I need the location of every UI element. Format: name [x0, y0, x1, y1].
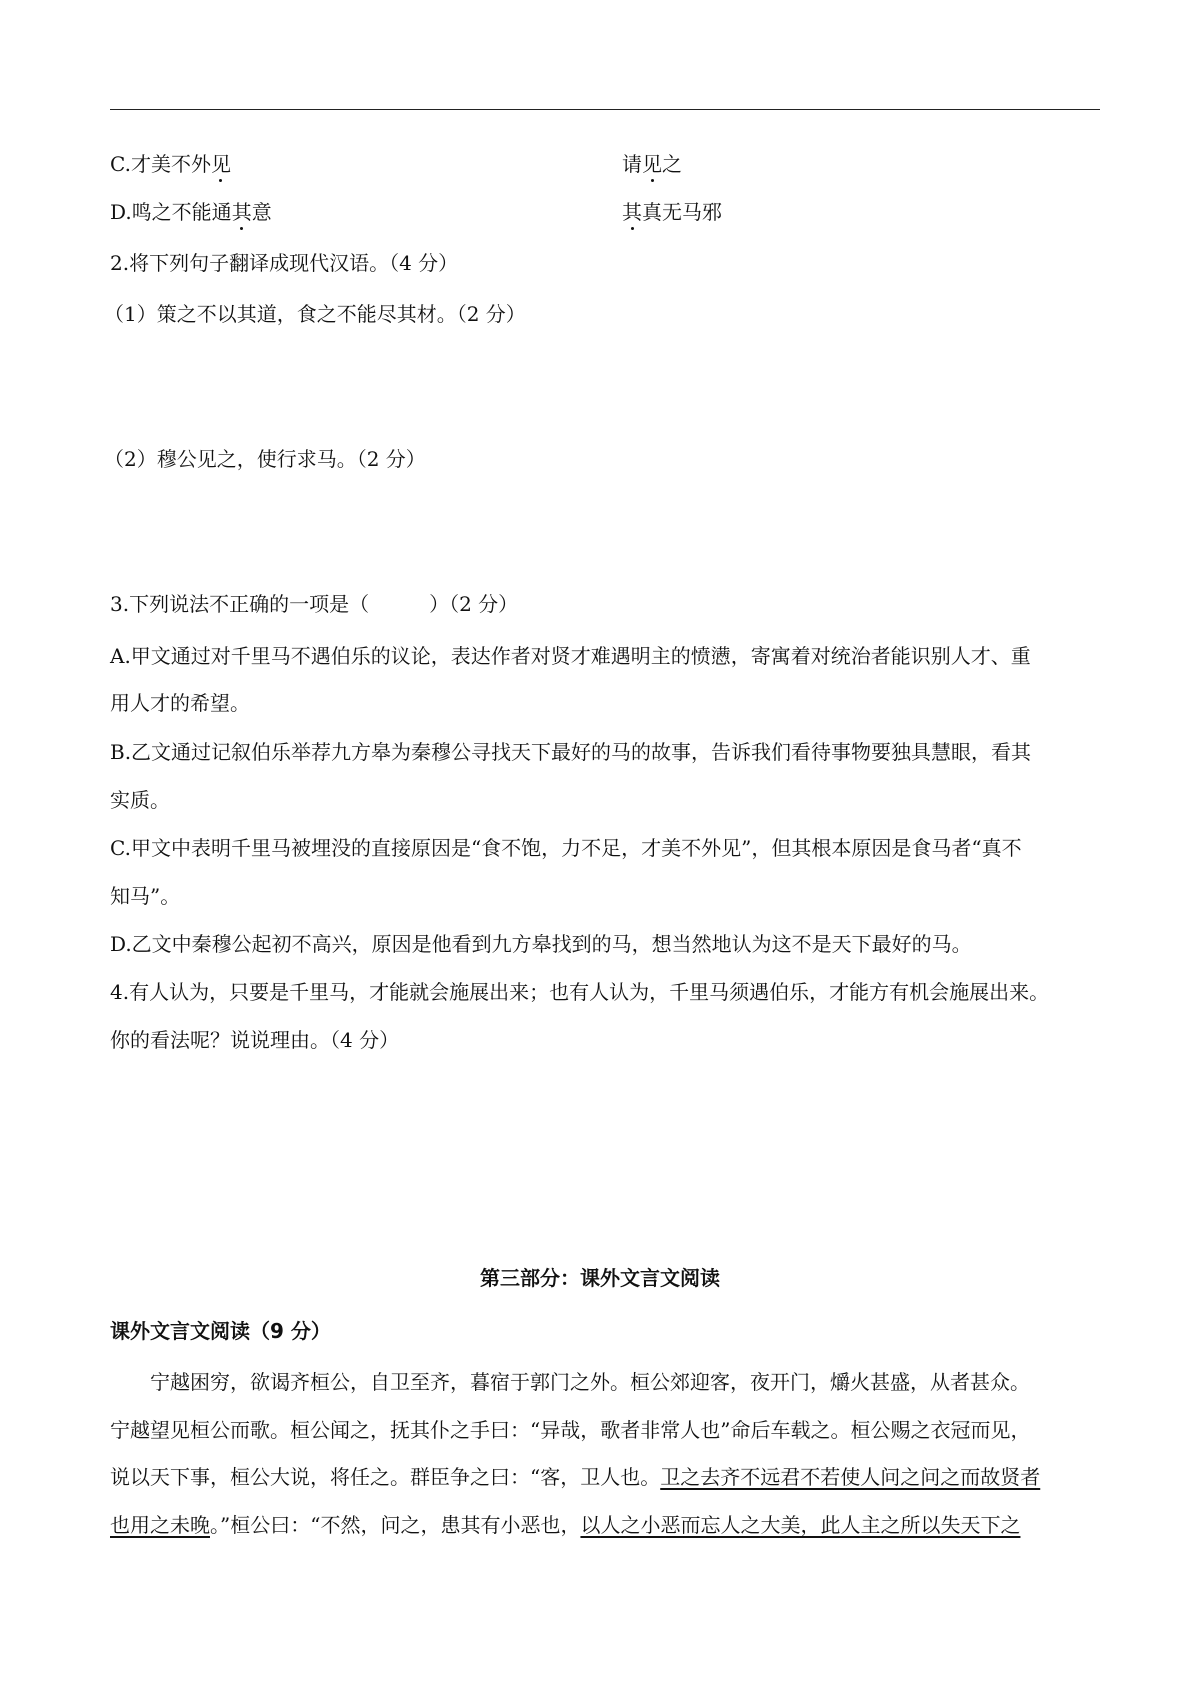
q1-c-left-text: C.才美不外: [110, 152, 211, 176]
q1-option-d-right: [622, 198, 722, 226]
q1-c-right-text: 请: [622, 152, 642, 176]
q2-title: 2.将下列句子翻译成现代汉语。（4 分）: [110, 251, 459, 275]
passage-underlined-sentence-2: 以人之小恶而忘人之大美，此人主之所以失天下之: [580, 1513, 1021, 1537]
part3-title: 第三部分：课外文言文阅读: [480, 1266, 720, 1290]
q3-title: 3.下列说法不正确的一项是（ ）（2 分）: [110, 592, 519, 616]
q1-option-c-right: [622, 150, 682, 178]
passage-line-2: 宁越望见桓公而歌。桓公闻之，抚其仆之手曰：“异哉，歌者非常人也”命后车载之。桓公赐之衣冠而见，: [110, 1418, 1031, 1442]
q1-c-left-dotted-char: 见: [210, 152, 231, 176]
q3-option-c-line1: C.甲文中表明千里马被埋没的直接原因是“食不饱，力不足，才美不外见”，但其根本原因是食马者“真不: [110, 836, 1022, 860]
passage-line-4-text: 。”桓公曰：“不然，问之，患其有小恶也，: [210, 1513, 581, 1537]
q1-d-left-text: D.鸣之不能通: [110, 200, 232, 224]
passage-line-4: [110, 1511, 1100, 1539]
q1-d-left-text-post: 意: [251, 200, 272, 224]
q1-c-right-text-post: 之: [662, 152, 682, 176]
q1-option-c-left: [110, 150, 231, 178]
part3-subtitle: 课外文言文阅读（9 分）: [110, 1319, 331, 1343]
passage-line-3: [110, 1463, 1100, 1491]
passage-underlined-sentence-1-end: 也用之未晚: [110, 1513, 210, 1537]
q1-d-right-text-post: 真无马邪: [642, 200, 722, 224]
q4-line2: 你的看法呢？说说理由。（4 分）: [110, 1028, 400, 1052]
q1-d-left-dotted-char: 其: [231, 200, 252, 224]
q2-sentence-2: （2）穆公见之，使行求马。（2 分）: [104, 447, 426, 471]
q1-option-d-left: [110, 198, 272, 226]
q3-option-d: D.乙文中秦穆公起初不高兴，原因是他看到九方皋找到的马，想当然地认为这不是天下最好的马。: [110, 932, 972, 956]
q3-option-a-line2: 用人才的希望。: [110, 691, 250, 715]
passage-line-3-text: 说以天下事，桓公大说，将任之。群臣争之曰：“客，卫人也。: [110, 1465, 661, 1489]
passage-underlined-sentence-1: 卫之去齐不远君不若使人问之问之而故贤者: [660, 1465, 1041, 1489]
q1-d-right-dotted-char: 其: [622, 200, 642, 224]
q3-option-b-line1: B.乙文通过记叙伯乐举荐九方皋为秦穆公寻找天下最好的马的故事，告诉我们看待事物要独具慧眼，看其: [110, 740, 1032, 764]
q3-option-a-line1: A.甲文通过对千里马不遇伯乐的议论，表达作者对贤才难遇明主的愤懑，寄寓着对统治者能识别人才、重: [110, 644, 1031, 668]
q3-option-b-line2: 实质。: [110, 788, 170, 812]
q3-option-c-line2: 知马”。: [110, 884, 181, 908]
q2-sentence-1: （1）策之不以其道，食之不能尽其材。（2 分）: [104, 302, 526, 326]
q4-line1: 4.有人认为，只要是千里马，才能就会施展出来；也有人认为，千里马须遇伯乐，才能方有机会施展出来。: [110, 980, 1050, 1004]
header-rule: [110, 109, 1100, 110]
q1-c-right-dotted-char: 见: [642, 152, 662, 176]
passage-line-1: 宁越困穷，欲谒齐桓公，自卫至齐，暮宿于郭门之外。桓公郊迎客，夜开门，爝火甚盛，从者甚众。: [110, 1370, 1030, 1394]
